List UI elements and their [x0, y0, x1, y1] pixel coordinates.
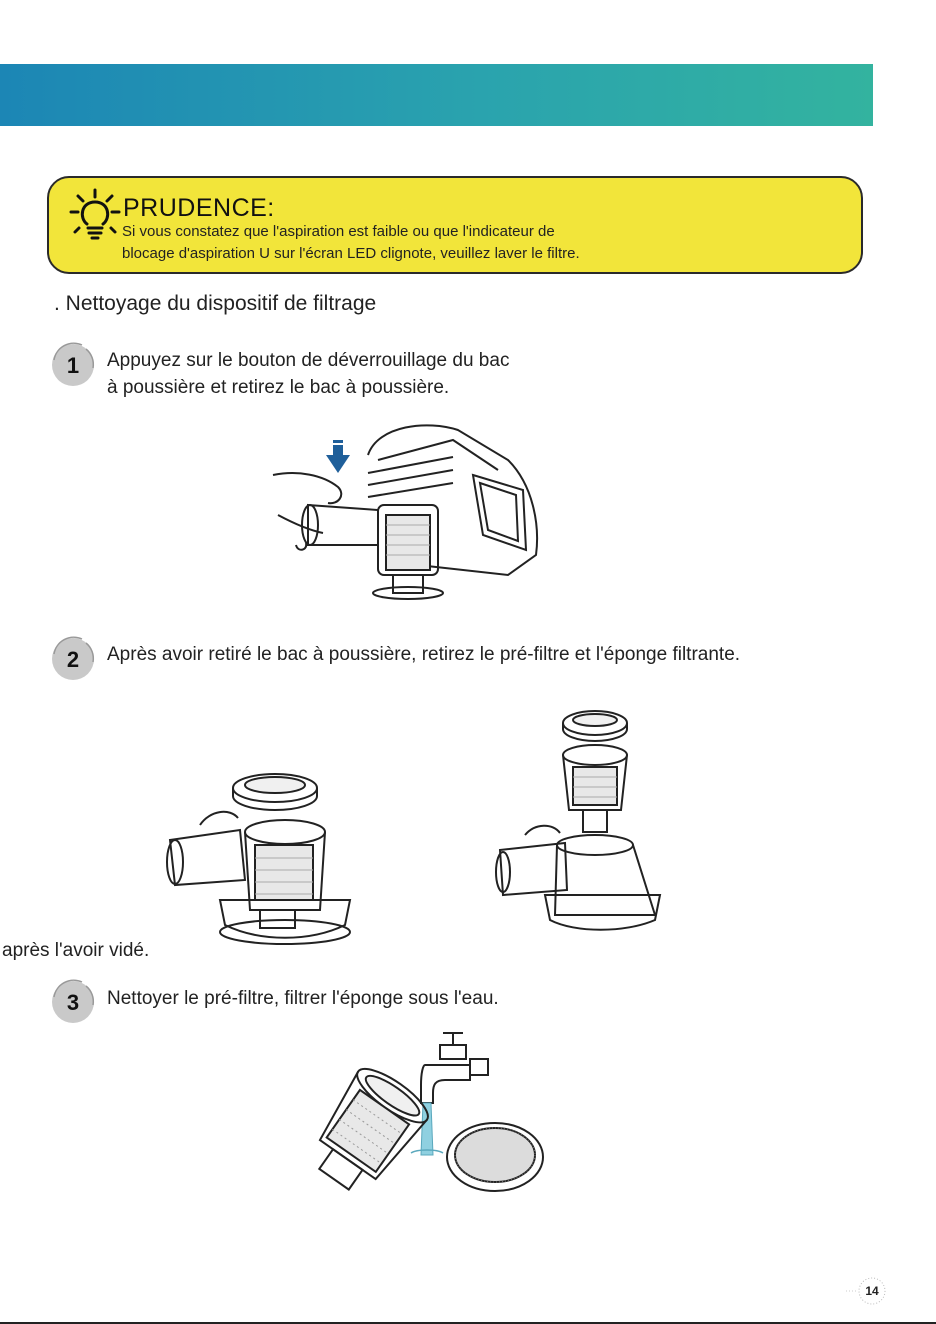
caution-text [122, 221, 842, 265]
step-2-text: Après avoir retiré le bac à poussière, retirez le pré-filtre et l'éponge filtrante. [107, 644, 741, 665]
step-1-text [107, 347, 509, 401]
dust-bin-lid-illustration [160, 770, 360, 950]
header-band [0, 64, 873, 126]
step-2-badge [48, 634, 96, 682]
caution-title: PRUDENCE: [123, 194, 275, 222]
step-3-number: 3 [66, 990, 80, 1015]
dust-bin-removal-illustration [268, 415, 553, 600]
page-number-badge [846, 1274, 886, 1308]
step-2-number: 2 [66, 647, 80, 672]
step-3-text: Nettoyer le pré-filtre, filtrer l'éponge sous l'eau. [107, 988, 499, 1009]
step-1-line1: Appuyez sur le bouton de déverrouillage du bac [107, 350, 510, 371]
page-number: 14 [865, 1284, 879, 1298]
section-title: . Nettoyage du dispositif de filtrage [54, 292, 377, 315]
step-1-number: 1 [66, 353, 80, 378]
step-3-badge [48, 977, 96, 1025]
caution-text-line2: blocage d'aspiration U sur l'écran LED clignote, veuillez laver le filtre. [122, 245, 580, 262]
lightbulb-icon [67, 186, 123, 242]
side-text: après l'avoir vidé. [2, 940, 150, 961]
caution-text-line1: Si vous constatez que l'aspiration est faible ou que l'indicateur de [122, 223, 555, 240]
washing-filter-illustration [295, 1025, 550, 1205]
step-1-line2: à poussière et retirez le bac à poussière. [107, 377, 450, 398]
filter-exploded-illustration [495, 705, 665, 945]
step-1-badge [48, 340, 96, 388]
caution-box [47, 176, 863, 274]
